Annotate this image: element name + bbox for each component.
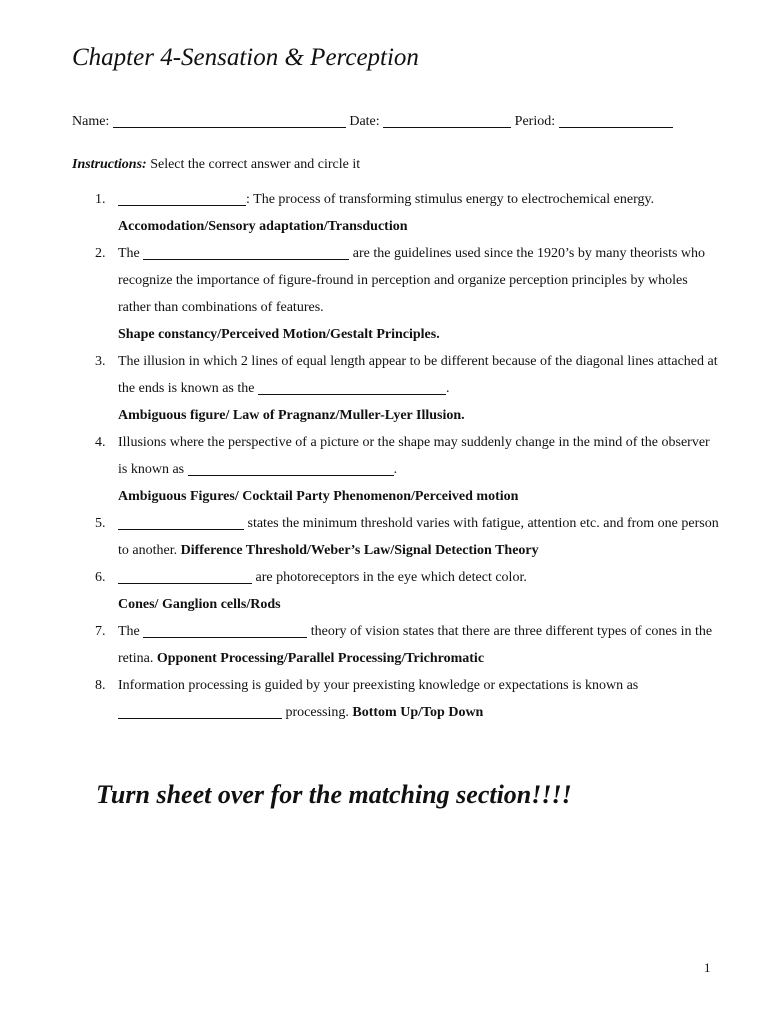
answer-choices[interactable]: Cones/ Ganglion cells/Rods [118, 597, 281, 612]
question-text: Illusions where the perspective of a picture or the shape may suddenly change in the mind of the observer is known as . [118, 435, 710, 477]
question-number: 2. [95, 246, 106, 261]
question-5 [72, 510, 722, 564]
question-7 [72, 618, 722, 672]
question-text: Information processing is guided by your preexisting knowledge or expectations is known as processing. Bottom Up/Top Down [118, 678, 639, 720]
answer-blank[interactable] [258, 380, 446, 395]
question-4 [72, 429, 722, 510]
date-label: Date: [349, 114, 380, 129]
question-number: 7. [95, 624, 106, 639]
question-text: : The process of transforming stimulus energy to electrochemical energy. [118, 186, 722, 213]
turn-over-note: Turn sheet over for the matching section!!!! [96, 780, 572, 809]
question-number: 6. [95, 570, 106, 585]
answer-blank[interactable] [118, 569, 252, 584]
answer-blank[interactable] [118, 191, 246, 206]
name-label: Name: [72, 114, 110, 129]
answer-choices[interactable]: Ambiguous figure/ Law of Pragnanz/Muller-Lyer Illusion. [118, 408, 465, 423]
question-number: 8. [95, 678, 106, 693]
answer-blank[interactable] [118, 704, 282, 719]
answer-choices[interactable]: Opponent Processing/Parallel Processing/Trichromatic [156, 651, 485, 666]
answer-choices[interactable]: Ambiguous Figures/ Cocktail Party Phenomenon/Perceived motion [118, 489, 519, 504]
period-blank[interactable] [559, 113, 673, 128]
question-number: 4. [95, 435, 106, 450]
answer-choices[interactable]: Bottom Up/Top Down [352, 705, 484, 720]
question-8 [72, 672, 722, 726]
question-2 [72, 240, 722, 348]
question-6 [72, 564, 722, 618]
question-text: The theory of vision states that there are three different types of cones in the retina. Opponent Processing/Parallel Processing/Trichromatic [118, 624, 713, 666]
page-title: Chapter 4-Sensation & Perception [72, 44, 419, 71]
question-text: The illusion in which 2 lines of equal length appear to be different because of the diagonal lines attached at the ends is known as the . [118, 354, 718, 396]
answer-blank[interactable] [118, 515, 244, 530]
instructions [72, 157, 360, 173]
question-3 [72, 348, 722, 429]
answer-choices[interactable]: Accomodation/Sensory adaptation/Transduction [118, 219, 408, 234]
answer-choices[interactable]: Difference Threshold/Weber’s Law/Signal Detection Theory [180, 543, 539, 558]
instructions-label: Instructions: [72, 157, 147, 172]
name-blank[interactable] [113, 113, 346, 128]
answer-blank[interactable] [143, 245, 349, 260]
question-text: are photoreceptors in the eye which detect color. [118, 564, 722, 591]
answer-blank[interactable] [143, 623, 307, 638]
date-blank[interactable] [383, 113, 511, 128]
answer-blank[interactable] [188, 461, 394, 476]
answer-choices[interactable]: Shape constancy/Perceived Motion/Gestalt Principles. [118, 327, 440, 342]
period-label: Period: [514, 114, 556, 129]
page-number: 1 [704, 960, 711, 975]
question-list [72, 186, 722, 726]
question-number: 1. [95, 192, 106, 207]
question-text: The are the guidelines used since the 1920’s by many theorists who recognize the importance of figure-fround in perception and organize perception principles by wholes rather than combinations of features. [118, 246, 706, 315]
instructions-text: Select the correct answer and circle it [150, 157, 361, 172]
question-number: 3. [95, 354, 106, 369]
question-1 [72, 186, 722, 240]
student-info-line [72, 113, 673, 130]
question-text: states the minimum threshold varies with fatigue, attention etc. and from one person to another. Difference Threshold/Weber’s Law/Signal Detection Theory [118, 516, 719, 558]
question-number: 5. [95, 516, 106, 531]
